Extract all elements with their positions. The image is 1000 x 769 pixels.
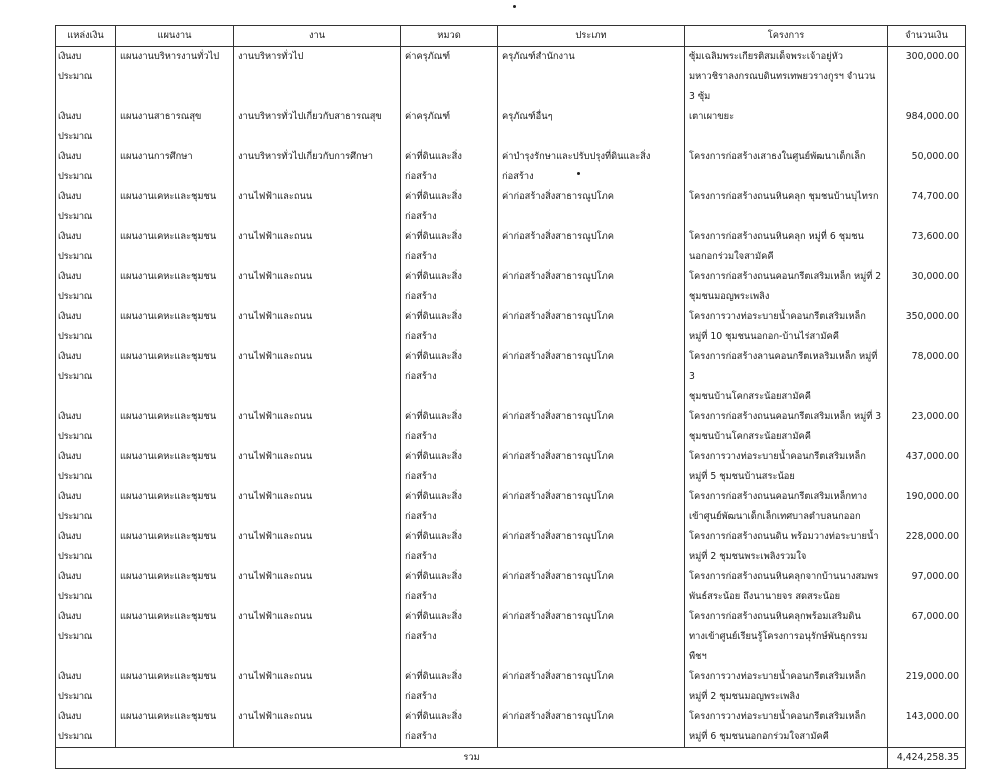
row-plan: แผนงานเคหะและชุมชน [116,267,234,307]
column-header-amount: จำนวนเงิน [888,26,966,47]
table-row [56,47,966,108]
row-project [685,487,888,527]
row-source: เงินงบประมาณ [56,487,116,527]
row-project [685,527,888,567]
table-row [56,667,966,707]
row-type: ค่าก่อสร้างสิ่งสาธารณูปโภค [498,487,685,527]
row-project [685,307,888,347]
project-line: โครงการวางท่อระบายน้ำคอนกรีตเสริมเหล็ก [689,711,866,722]
row-work: งานไฟฟ้าและถนน [234,347,401,407]
row-amount: 437,000.00 [888,447,966,487]
row-work: งานไฟฟ้าและถนน [234,227,401,267]
row-type: ครุภัณฑ์สำนักงาน [498,47,685,108]
project-line: หมู่ที่ 10 ชุมชนนอกอก-บ้านไร่สามัคคี [689,331,839,342]
project-line: ทางเข้าศูนย์เรียนรู้โครงการอนุรักษ์พันธุกรรมพืชฯ [689,631,868,662]
row-project [685,447,888,487]
project-line: ชุมชนบ้านโคกสระน้อยสามัคคี [689,431,811,442]
table-row [56,147,966,187]
project-line: โครงการก่อสร้างเสาธงในศูนย์พัฒนาเด็กเล็ก [689,151,866,162]
row-source: เงินงบประมาณ [56,187,116,227]
project-line: โครงการก่อสร้างถนนคอนกรีตเสริมเหล็ก หมู่ที่ 2 [689,271,882,282]
row-type: ค่าก่อสร้างสิ่งสาธารณูปโภค [498,187,685,227]
row-work: งานบริหารทั่วไป [234,47,401,108]
row-source: เงินงบประมาณ [56,527,116,567]
row-source: เงินงบประมาณ [56,227,116,267]
total-label: รวม [56,748,888,769]
project-line: มหาวชิราลงกรณบดินทรเทพยวรางกูรฯ จำนวน 3 ซุ้ม [689,71,876,102]
row-amount: 67,000.00 [888,607,966,667]
total-amount: 4,424,258.35 [888,748,966,769]
column-header-project: โครงการ [685,26,888,47]
row-amount: 78,000.00 [888,347,966,407]
row-work: งานไฟฟ้าและถนน [234,667,401,707]
project-line: โครงการวางท่อระบายน้ำคอนกรีตเสริมเหล็ก [689,311,866,322]
table-row [56,107,966,147]
row-type: ค่าก่อสร้างสิ่งสาธารณูปโภค [498,567,685,607]
row-source: เงินงบประมาณ [56,267,116,307]
row-type: ค่าก่อสร้างสิ่งสาธารณูปโภค [498,607,685,667]
table-row [56,407,966,447]
row-type: ค่าก่อสร้างสิ่งสาธารณูปโภค [498,307,685,347]
row-category: ค่าที่ดินและสิ่งก่อสร้าง [401,607,498,667]
row-work: งานไฟฟ้าและถนน [234,707,401,748]
table-row [56,527,966,567]
row-work: งานบริหารทั่วไปเกี่ยวกับการศึกษา [234,147,401,187]
row-source: เงินงบประมาณ [56,447,116,487]
total-row [56,748,966,769]
row-source: เงินงบประมาณ [56,707,116,748]
row-plan: แผนงานเคหะและชุมชน [116,607,234,667]
scan-speck [513,5,516,8]
table-row [56,227,966,267]
row-type: ค่าก่อสร้างสิ่งสาธารณูปโภค [498,407,685,447]
project-line: หมู่ที่ 6 ชุมชนนอกอกร่วมใจสามัคคี [689,731,829,742]
row-work: งานไฟฟ้าและถนน [234,487,401,527]
row-project [685,407,888,447]
row-project [685,147,888,187]
row-plan: แผนงานเคหะและชุมชน [116,487,234,527]
row-source: เงินงบประมาณ [56,147,116,187]
budget-table [55,25,966,769]
row-category: ค่าที่ดินและสิ่งก่อสร้าง [401,147,498,187]
table-row [56,567,966,607]
project-line: นอกอกร่วมใจสามัคคี [689,251,774,262]
row-plan: แผนงานเคหะและชุมชน [116,407,234,447]
project-line: โครงการก่อสร้างถนนหินคลุกพร้อมเสริมดิน [689,611,861,622]
row-project [685,567,888,607]
table-row [56,267,966,307]
row-project [685,607,888,667]
row-type: ค่าก่อสร้างสิ่งสาธารณูปโภค [498,527,685,567]
row-work: งานบริหารทั่วไปเกี่ยวกับสาธารณสุข [234,107,401,147]
row-project [685,187,888,227]
project-line: ชุมชนมอญพระเพลิง [689,291,770,302]
row-category: ค่าที่ดินและสิ่งก่อสร้าง [401,527,498,567]
row-plan: แผนงานเคหะและชุมชน [116,347,234,407]
row-plan: แผนงานเคหะและชุมชน [116,447,234,487]
row-category: ค่าที่ดินและสิ่งก่อสร้าง [401,307,498,347]
project-line: โครงการวางท่อระบายน้ำคอนกรีตเสริมเหล็ก [689,671,866,682]
row-plan: แผนงานเคหะและชุมชน [116,567,234,607]
row-category: ค่าที่ดินและสิ่งก่อสร้าง [401,267,498,307]
row-amount: 350,000.00 [888,307,966,347]
row-source: เงินงบประมาณ [56,307,116,347]
row-source: เงินงบประมาณ [56,347,116,407]
row-type: ค่าก่อสร้างสิ่งสาธารณูปโภค [498,447,685,487]
project-line: โครงการก่อสร้างถนนหินคลุก หมู่ที่ 6 ชุมชน [689,231,864,242]
row-work: งานไฟฟ้าและถนน [234,607,401,667]
row-type: ค่าก่อสร้างสิ่งสาธารณูปโภค [498,667,685,707]
column-header-source: แหล่งเงิน [56,26,116,47]
row-plan: แผนงานเคหะและชุมชน [116,527,234,567]
project-line: โครงการก่อสร้างถนนดิน พร้อมวางท่อระบายน้ำ [689,531,879,542]
row-work: งานไฟฟ้าและถนน [234,307,401,347]
row-category: ค่าครุภัณฑ์ [401,47,498,108]
row-amount: 30,000.00 [888,267,966,307]
row-type: ค่าก่อสร้างสิ่งสาธารณูปโภค [498,347,685,407]
row-type: ค่าก่อสร้างสิ่งสาธารณูปโภค [498,267,685,307]
table-row [56,347,966,407]
row-category: ค่าครุภัณฑ์ [401,107,498,147]
row-plan: แผนงานเคหะและชุมชน [116,307,234,347]
row-work: งานไฟฟ้าและถนน [234,267,401,307]
project-line: ชุมชนบ้านโคกสระน้อยสามัคคี [689,391,811,402]
row-project [685,667,888,707]
row-source: เงินงบประมาณ [56,667,116,707]
row-plan: แผนงานบริหารงานทั่วไป [116,47,234,108]
column-header-type: ประเภท [498,26,685,47]
row-project [685,227,888,267]
row-amount: 190,000.00 [888,487,966,527]
table-row [56,607,966,667]
row-category: ค่าที่ดินและสิ่งก่อสร้าง [401,407,498,447]
row-work: งานไฟฟ้าและถนน [234,407,401,447]
row-type: ค่าก่อสร้างสิ่งสาธารณูปโภค [498,707,685,748]
row-source: เงินงบประมาณ [56,47,116,108]
row-plan: แผนงานเคหะและชุมชน [116,667,234,707]
row-work: งานไฟฟ้าและถนน [234,567,401,607]
row-amount: 984,000.00 [888,107,966,147]
row-plan: แผนงานสาธารณสุข [116,107,234,147]
table-header-row [56,26,966,47]
row-project [685,107,888,147]
project-line: โครงการก่อสร้างถนนคอนกรีตเสริมเหล็ก หมู่ที่ 3 [689,411,882,422]
row-work: งานไฟฟ้าและถนน [234,187,401,227]
column-header-plan: แผนงาน [116,26,234,47]
row-amount: 74,700.00 [888,187,966,227]
row-category: ค่าที่ดินและสิ่งก่อสร้าง [401,187,498,227]
project-line: เตาเผาขยะ [689,111,735,122]
row-project [685,47,888,108]
row-project [685,267,888,307]
project-line: เข้าศูนย์พัฒนาเด็กเล็กเทศบาลตำบลนกออก [689,511,861,522]
project-line: โครงการก่อสร้างถนนหินคลุกจากบ้านนางสมพร [689,571,879,582]
project-line: หมู่ที่ 5 ชุมชนบ้านสระน้อย [689,471,795,482]
row-plan: แผนงานเคหะและชุมชน [116,187,234,227]
row-project [685,347,888,407]
project-line: โครงการก่อสร้างลานคอนกรีตเหลริมเหล็ก หมู่ที่ 3 [689,351,878,382]
row-plan: แผนงานเคหะและชุมชน [116,707,234,748]
row-category: ค่าที่ดินและสิ่งก่อสร้าง [401,227,498,267]
project-line: โครงการก่อสร้างถนนหินคลุก ชุมชนบ้านบุไทรก [689,191,879,202]
table-row [56,307,966,347]
project-line: ซุ้มเฉลิมพระเกียรติสมเด็จพระเจ้าอยู่หัว [689,51,843,62]
row-category: ค่าที่ดินและสิ่งก่อสร้าง [401,347,498,407]
project-line: โครงการก่อสร้างถนนคอนกรีตเสริมเหล็กทาง [689,491,867,502]
budget-table-sheet [55,25,965,769]
project-line: โครงการวางท่อระบายน้ำคอนกรีตเสริมเหล็ก [689,451,866,462]
row-amount: 228,000.00 [888,527,966,567]
row-source: เงินงบประมาณ [56,567,116,607]
row-source: เงินงบประมาณ [56,407,116,447]
row-category: ค่าที่ดินและสิ่งก่อสร้าง [401,487,498,527]
row-plan: แผนงานการศึกษา [116,147,234,187]
row-category: ค่าที่ดินและสิ่งก่อสร้าง [401,707,498,748]
row-type: ค่าบำรุงรักษาและปรับปรุงที่ดินและสิ่งก่อสร้าง [498,147,685,187]
project-line: พันธ์สระน้อย ถึงนานายจร สดสระน้อย [689,591,841,602]
column-header-work: งาน [234,26,401,47]
project-line: หมู่ที่ 2 ชุมชนพระเพลิงรวมใจ [689,551,807,562]
row-amount: 73,600.00 [888,227,966,267]
row-amount: 23,000.00 [888,407,966,447]
row-plan: แผนงานเคหะและชุมชน [116,227,234,267]
row-type: ครุภัณฑ์อื่นๆ [498,107,685,147]
row-work: งานไฟฟ้าและถนน [234,527,401,567]
row-category: ค่าที่ดินและสิ่งก่อสร้าง [401,447,498,487]
column-header-category: หมวด [401,26,498,47]
row-type: ค่าก่อสร้างสิ่งสาธารณูปโภค [498,227,685,267]
row-amount: 143,000.00 [888,707,966,748]
table-row [56,707,966,748]
row-project [685,707,888,748]
row-work: งานไฟฟ้าและถนน [234,447,401,487]
row-amount: 97,000.00 [888,567,966,607]
row-amount: 300,000.00 [888,47,966,108]
row-source: เงินงบประมาณ [56,607,116,667]
table-row [56,447,966,487]
project-line: หมู่ที่ 2 ชุมชนมอญพระเพลิง [689,691,800,702]
row-category: ค่าที่ดินและสิ่งก่อสร้าง [401,567,498,607]
row-amount: 219,000.00 [888,667,966,707]
table-row [56,187,966,227]
table-row [56,487,966,527]
row-category: ค่าที่ดินและสิ่งก่อสร้าง [401,667,498,707]
row-source: เงินงบประมาณ [56,107,116,147]
row-amount: 50,000.00 [888,147,966,187]
